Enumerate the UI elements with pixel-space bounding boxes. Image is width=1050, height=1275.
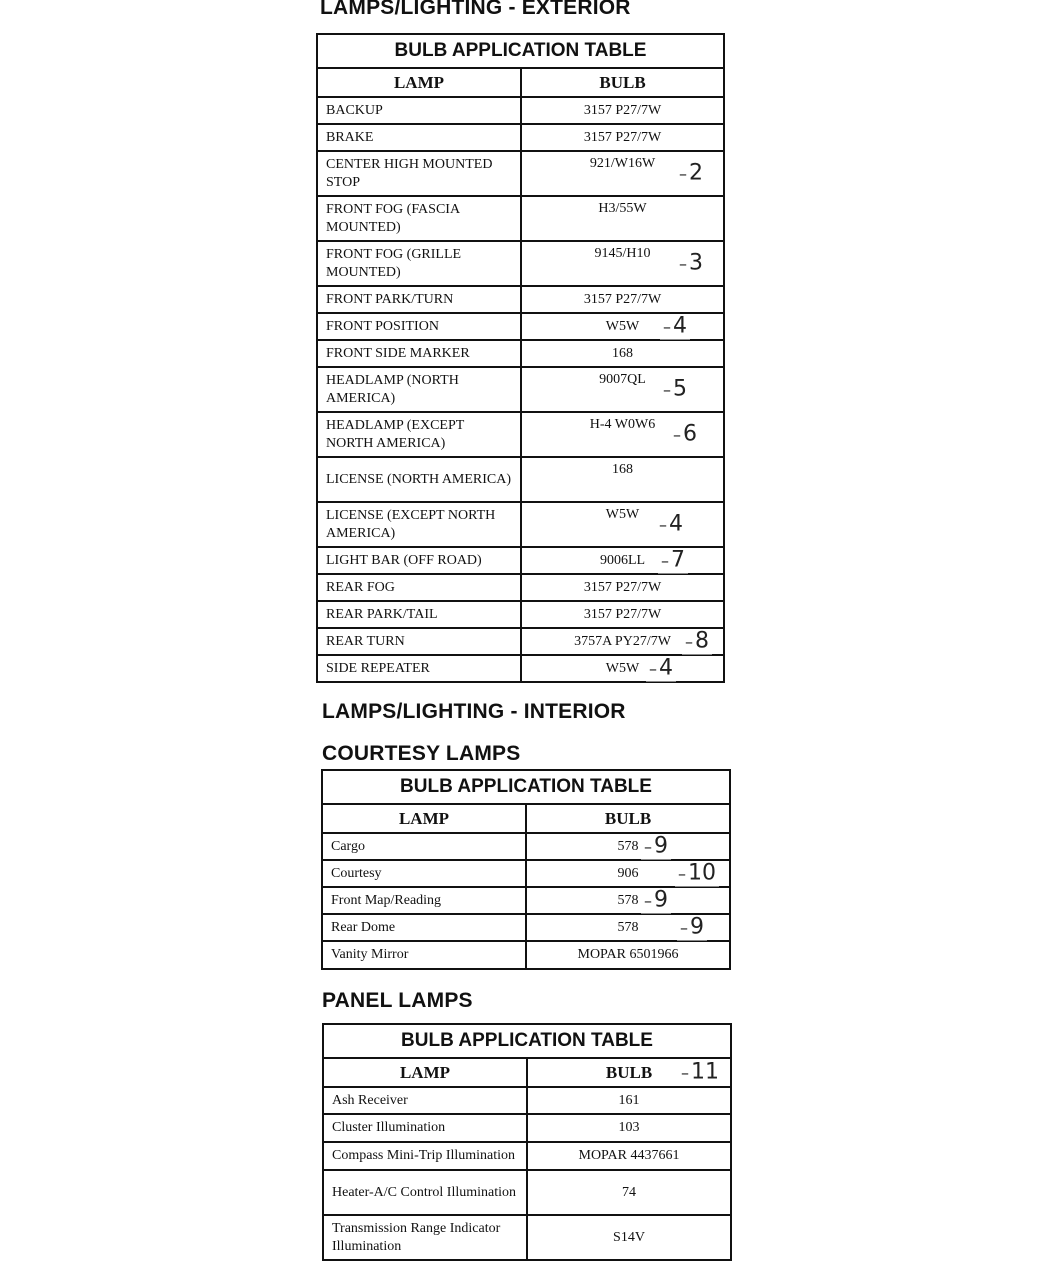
column-header-lamp: LAMP <box>322 804 526 833</box>
table-row <box>322 941 730 969</box>
callout-number: –5 <box>660 377 690 402</box>
table-row <box>322 860 730 887</box>
bulb-value: 9145/H10 <box>594 246 651 261</box>
bulb-value: 578 <box>617 838 639 854</box>
bulb-cell <box>521 655 724 682</box>
lamp-cell: FRONT POSITION <box>317 313 521 340</box>
bulb-cell <box>521 241 724 286</box>
bulb-cell <box>521 286 724 313</box>
table-row <box>317 628 724 655</box>
table-row <box>317 655 724 682</box>
bulb-value: H-4 W0W6 <box>589 417 656 432</box>
table-row <box>322 914 730 941</box>
table-body <box>317 97 724 682</box>
bulb-cell <box>521 124 724 151</box>
table-row <box>317 457 724 502</box>
bulb-value: S14V <box>613 1229 645 1245</box>
bulb-value: 9006LL <box>599 552 646 568</box>
callout-number: –3 <box>676 251 706 276</box>
callout-number: –2 <box>676 161 706 186</box>
courtesy-bulb-table <box>321 769 731 970</box>
bulb-cell <box>521 574 724 601</box>
bulb-value: 168 <box>612 462 633 477</box>
bulb-cell <box>521 547 724 574</box>
table-row <box>317 313 724 340</box>
column-header-lamp: LAMP <box>323 1058 527 1087</box>
bulb-cell <box>521 151 724 196</box>
bulb-value: 578 <box>617 919 639 935</box>
column-header-bulb: BULB <box>526 804 730 833</box>
table-row <box>317 502 724 547</box>
lamp-cell: HEADLAMP (NORTH AMERICA) <box>317 367 521 412</box>
table-caption: BULB APPLICATION TABLE <box>323 1024 731 1058</box>
lamp-cell: SIDE REPEATER <box>317 655 521 682</box>
bulb-cell <box>521 601 724 628</box>
lamp-cell: Rear Dome <box>322 914 526 941</box>
lamp-cell: LIGHT BAR (OFF ROAD) <box>317 547 521 574</box>
table-row <box>317 286 724 313</box>
lamp-cell: Courtesy <box>322 860 526 887</box>
bulb-value: W5W <box>605 318 640 334</box>
lamp-cell: REAR PARK/TAIL <box>317 601 521 628</box>
column-header-bulb: BULB <box>521 68 724 97</box>
bulb-cell <box>521 97 724 124</box>
table-row <box>323 1087 731 1114</box>
callout-number: –10 <box>675 861 719 886</box>
bulb-cell <box>521 502 724 547</box>
bulb-value: W5W <box>605 507 640 522</box>
table-row <box>317 124 724 151</box>
lamp-cell: Ash Receiver <box>323 1087 527 1114</box>
lamp-cell: HEADLAMP (EXCEPT NORTH AMERICA) <box>317 412 521 457</box>
bulb-cell <box>526 914 730 941</box>
lamp-cell: LICENSE (EXCEPT NORTH AMERICA) <box>317 502 521 547</box>
interior-title: LAMPS/LIGHTING - INTERIOR <box>322 700 626 723</box>
callout-number: –4 <box>646 656 676 681</box>
bulb-cell <box>526 887 730 914</box>
bulb-cell <box>521 196 724 241</box>
bulb-cell <box>527 1114 731 1142</box>
column-header-bulb <box>527 1058 731 1087</box>
table-row <box>317 547 724 574</box>
bulb-value: 921/W16W <box>589 156 656 171</box>
bulb-cell <box>527 1215 731 1260</box>
exterior-bulb-table <box>316 33 725 683</box>
lamp-cell: BACKUP <box>317 97 521 124</box>
callout-number: –9 <box>677 915 707 940</box>
callout-number: –9 <box>641 834 671 859</box>
bulb-value: 168 <box>612 345 633 361</box>
bulb-cell <box>521 367 724 412</box>
lamp-cell: Heater-A/C Control Illumination <box>323 1170 527 1215</box>
table-caption: BULB APPLICATION TABLE <box>322 770 730 804</box>
lamp-cell: BRAKE <box>317 124 521 151</box>
lamp-cell: Front Map/Reading <box>322 887 526 914</box>
panel-lamps-title: PANEL LAMPS <box>322 989 473 1012</box>
bulb-value: 3157 P27/7W <box>583 291 662 307</box>
exterior-title: LAMPS/LIGHTING - EXTERIOR <box>320 0 631 19</box>
table-row <box>317 340 724 367</box>
bulb-value: 103 <box>618 1120 640 1135</box>
courtesy-lamps-title: COURTESY LAMPS <box>322 742 521 765</box>
table-row <box>317 601 724 628</box>
lamp-cell: FRONT PARK/TURN <box>317 286 521 313</box>
lamp-cell: Compass Mini-Trip Illumination <box>323 1142 527 1170</box>
table-row <box>317 574 724 601</box>
column-header-lamp: LAMP <box>317 68 521 97</box>
bulb-cell <box>521 457 724 502</box>
lamp-cell: Transmission Range Indicator Illumination <box>323 1215 527 1260</box>
lamp-cell: FRONT SIDE MARKER <box>317 340 521 367</box>
bulb-value: 161 <box>618 1092 640 1108</box>
table-row <box>323 1170 731 1215</box>
lamp-cell: FRONT FOG (GRILLE MOUNTED) <box>317 241 521 286</box>
bulb-value: 3157 P27/7W <box>583 102 662 118</box>
bulb-value: 9007QL <box>599 372 646 387</box>
table-row <box>317 412 724 457</box>
table-row <box>317 97 724 124</box>
callout-number: –4 <box>660 314 690 339</box>
table-row <box>322 833 730 860</box>
table-row <box>323 1114 731 1142</box>
lamp-cell: CENTER HIGH MOUNTED STOP <box>317 151 521 196</box>
callout-number: –6 <box>670 422 700 447</box>
bulb-cell <box>527 1170 731 1215</box>
callout-number: –11 <box>678 1060 722 1085</box>
table-row <box>317 151 724 196</box>
bulb-cell <box>521 313 724 340</box>
bulb-cell <box>527 1087 731 1114</box>
bulb-value: 3157 P27/7W <box>583 606 662 622</box>
bulb-value: MOPAR 6501966 <box>577 947 679 962</box>
bulb-cell <box>526 941 730 969</box>
bulb-value: 74 <box>622 1184 636 1200</box>
table-row <box>317 367 724 412</box>
bulb-cell <box>521 412 724 457</box>
bulb-cell <box>526 833 730 860</box>
lamp-cell: REAR FOG <box>317 574 521 601</box>
bulb-value: W5W <box>605 660 640 676</box>
bulb-cell <box>527 1142 731 1170</box>
table-row <box>317 241 724 286</box>
table-body <box>323 1087 731 1260</box>
bulb-value: 578 <box>617 892 639 908</box>
bulb-value: 3757A PY27/7W <box>574 633 671 649</box>
table-caption: BULB APPLICATION TABLE <box>317 34 724 68</box>
table-row <box>322 887 730 914</box>
bulb-cell <box>526 860 730 887</box>
callout-number: –8 <box>682 629 712 654</box>
callout-number: –4 <box>656 512 686 537</box>
bulb-header-label: BULB <box>605 1062 653 1082</box>
panel-bulb-table <box>322 1023 732 1261</box>
callout-number: –7 <box>658 548 688 573</box>
table-row <box>323 1142 731 1170</box>
lamp-cell: Cargo <box>322 833 526 860</box>
bulb-value: 3157 P27/7W <box>583 579 662 595</box>
bulb-value: H3/55W <box>598 201 647 216</box>
lamp-cell: LICENSE (NORTH AMERICA) <box>317 457 521 502</box>
callout-number: –9 <box>641 888 671 913</box>
lamp-cell: Vanity Mirror <box>322 941 526 969</box>
bulb-value: MOPAR 4437661 <box>578 1148 680 1163</box>
bulb-cell <box>521 340 724 367</box>
bulb-value: 3157 P27/7W <box>583 129 662 145</box>
lamp-cell: FRONT FOG (FASCIA MOUNTED) <box>317 196 521 241</box>
lamp-cell: Cluster Illumination <box>323 1114 527 1142</box>
table-row <box>323 1215 731 1260</box>
table-body <box>322 833 730 969</box>
bulb-cell <box>521 628 724 655</box>
table-row <box>317 196 724 241</box>
lamp-cell: REAR TURN <box>317 628 521 655</box>
bulb-value: 906 <box>617 865 639 881</box>
